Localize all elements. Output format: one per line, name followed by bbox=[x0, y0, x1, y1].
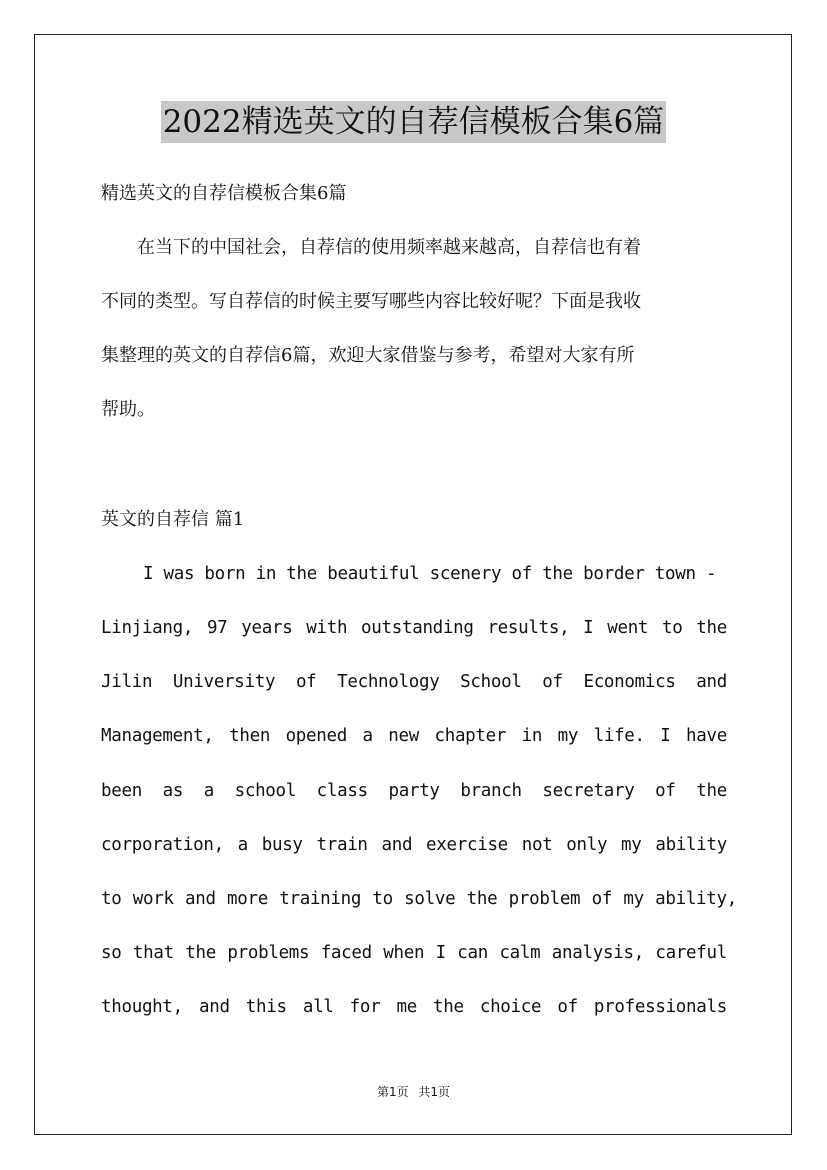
intro-line: 集整理的英文的自荐信6篇，欢迎大家借鉴与参考，希望对大家有所 bbox=[101, 345, 635, 366]
page-footer bbox=[0, 1083, 827, 1101]
intro-line: 帮助。 bbox=[101, 399, 155, 420]
section-heading: 英文的自荐信 篇1 bbox=[101, 509, 245, 530]
body-line: Jilin University of Technology School of Economics and bbox=[101, 672, 727, 692]
body-line: Management, then opened a new chapter in my life. I have bbox=[101, 726, 727, 746]
body-line: corporation, a busy train and exercise not only my ability bbox=[101, 835, 727, 855]
page-number: 第1页 bbox=[376, 1085, 409, 1099]
document-title: 2022精选英文的自荐信模板合集6篇 bbox=[161, 101, 667, 143]
intro-line: 在当下的中国社会，自荐信的使用频率越来越高，自荐信也有着 bbox=[101, 237, 641, 258]
page-total: 共1页 bbox=[418, 1085, 451, 1099]
body-line: Linjiang, 97 years with outstanding results, I went to the bbox=[101, 618, 727, 638]
body-line: to work and more training to solve the problem of my ability, bbox=[101, 889, 737, 909]
body-line: so that the problems faced when I can calm analysis, careful bbox=[101, 943, 727, 963]
title-container bbox=[0, 101, 827, 143]
body-line: I was born in the beautiful scenery of the border town - bbox=[143, 564, 717, 584]
intro-line: 不同的类型。写自荐信的时候主要写哪些内容比较好呢？下面是我收 bbox=[101, 291, 641, 312]
document-subtitle: 精选英文的自荐信模板合集6篇 bbox=[101, 183, 347, 204]
body-line: thought, and this all for me the choice of professionals bbox=[101, 997, 727, 1017]
body-line: been as a school class party branch secretary of the bbox=[101, 781, 727, 801]
